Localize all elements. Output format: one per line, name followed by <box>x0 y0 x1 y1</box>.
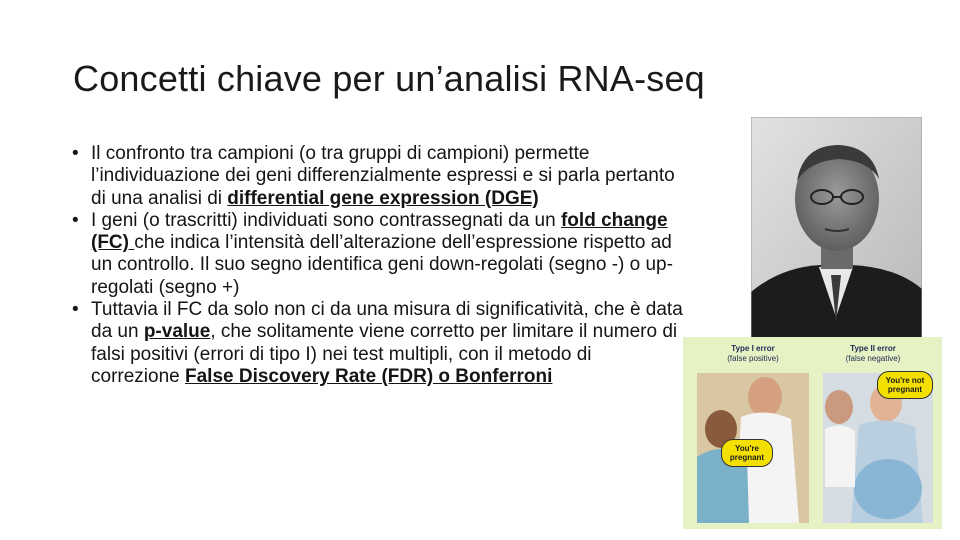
bullet-text: che indica l’intensità dell’alterazione dell’espressione rispetto ad un controllo. Il suo segno identifica geni down-regolati (segno -) o up-regolati (segno +) <box>91 232 673 298</box>
type-one-label <box>713 344 793 364</box>
bullet-dot-icon: • <box>72 299 79 321</box>
type-one-title: Type I error <box>731 344 775 353</box>
bullet-emphasis: differential gene expression (DGE) <box>227 187 539 209</box>
bullet-item <box>72 143 684 210</box>
bullet-item <box>72 210 684 299</box>
bullet-list <box>72 143 684 388</box>
type-two-title: Type II error <box>850 344 896 353</box>
bullet-text: Tuttavia il FC da solo non ci da una misura di significatività, che è data da un <box>91 299 683 343</box>
type-one-subtitle: (false positive) <box>727 354 779 363</box>
bullet-text: Il confronto tra campioni (o tra gruppi di campioni) permette l’individuazione dei geni differenzialmente espressi e si parla pertanto di una analisi di <box>91 143 675 209</box>
portrait-photo <box>751 117 922 341</box>
bullet-text: , che solitamente viene corretto per limitare il numero di falsi positivi (errori di tipo I) nei test multipli, con il metodo di correzione <box>91 321 678 387</box>
type-errors-cartoon <box>683 337 942 529</box>
cartoon-illustration <box>683 337 942 529</box>
speech-bubble-right: You're not pregnant <box>877 371 933 399</box>
bullet-emphasis: p-value <box>143 321 211 343</box>
speech-bubble-left: You're pregnant <box>721 439 773 467</box>
type-two-label <box>833 344 913 364</box>
slide-title: Concetti chiave per un’analisi RNA-seq <box>73 58 705 99</box>
bullet-dot-icon: • <box>72 143 79 164</box>
type-two-subtitle: (false negative) <box>845 354 901 363</box>
bullet-item <box>72 299 684 388</box>
bullet-dot-icon: • <box>72 209 79 231</box>
portrait-illustration <box>751 117 922 341</box>
bullet-emphasis: fold change (FC) <box>91 209 668 254</box>
bullet-emphasis: False Discovery Rate (FDR) o Bonferroni <box>185 365 553 387</box>
bullet-text: I geni (o trascritti) individuati sono contrassegnati da un <box>91 209 561 231</box>
